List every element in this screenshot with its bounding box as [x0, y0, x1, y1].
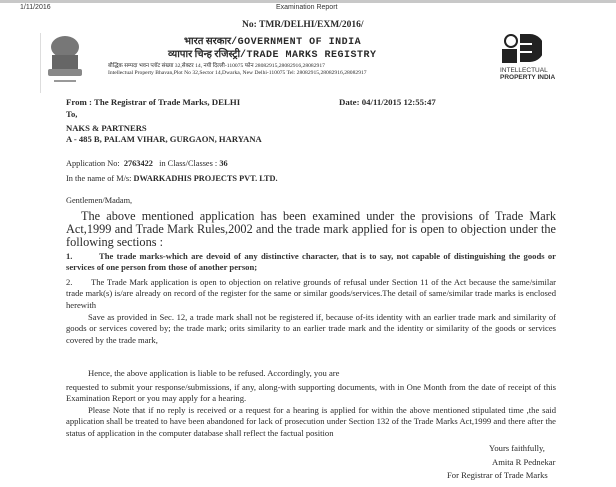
application-line: Application No: 2763422 in Class/Classes : 36 [66, 159, 228, 168]
objection-1: 1. The trade marks-which are devoid of any distinctive character, that is to say, not capable of distinguishing the goods or services of one person from those of another person; [66, 251, 556, 273]
from-line: From : The Registrar of Trade Marks, DELHI [66, 97, 241, 107]
reference-number: No: TMR/DELHI/EXM/2016/ [242, 20, 364, 30]
date-line: Date: 04/11/2015 12:55:47 [339, 97, 436, 107]
addressee-name: NAKS & PARTNERS [66, 123, 147, 133]
national-emblem-icon [44, 33, 86, 88]
signatory-title: For Registrar of Trade Marks [447, 470, 548, 480]
ip-india-logo-text: INTELLECTUAL PROPERTY INDIA [500, 67, 556, 81]
closing-yours: Yours faithfully, [489, 443, 545, 453]
print-date: 1/11/2016 [20, 4, 51, 11]
divider [40, 33, 41, 93]
note-paragraph: Please Note that if no reply is received or a request for a hearing is applied for within the above mentioned stipulated time ,the said application shall be treated to have been abandoned for lack of prosecution under Section 132 of the Trade Marks Act,1999 and there after the status of application in the computer database shall reflect the factual position [66, 405, 556, 438]
request-paragraph: requested to submit your response/submissions, if any, along-with supporting documents, with in One Month from the date of receipt of this Examination Report or you may apply for a hearing. [66, 382, 556, 404]
registry-line: व्यापार चिन्ह रजिस्ट्री/TRADE MARKS REGISTRY [168, 49, 377, 61]
salutation: Gentlemen/Madam, [66, 196, 133, 205]
address-english: Intellectual Property Bhavan,Plot No 32,Sector 14,Dwarka, New Delhi-110075 Tel: 28082915,28082916,28082917 [108, 70, 367, 76]
signatory-name: Amita R Pednekar [492, 457, 556, 467]
ip-india-logo-icon [502, 34, 542, 64]
hence-line: Hence, the above application is liable to be refused. Accordingly, you are [88, 368, 340, 378]
print-title: Examination Report [276, 4, 338, 11]
govt-line: भारत सरकार/GOVERNMENT OF INDIA [184, 36, 362, 48]
applicant-line: In the name of M/s: DWARKADHIS PROJECTS PVT. LTD. [66, 174, 278, 183]
page-top-border [0, 0, 616, 3]
addressee-address: A - 485 B, PALAM VIHAR, GURGAON, HARYANA [66, 134, 262, 144]
objection-2: 2. The Trade Mark application is open to objection on relative grounds of refusal under Section 11 of the Act because the same/similar trade mark(s) is/are already on record of the register for the same or similar goods/services.The detail of same/similar trade marks is enclosed herewith [66, 277, 556, 310]
intro-paragraph: The above mentioned application has been examined under the provisions of Trade Mark Act,1999 and Trade Mark Rules,2002 and the trade mark applied for is open to objection under the following sections : [66, 209, 556, 249]
address-hindi: बौद्धिक सम्पदा भवन प्लॉट संख्या 32,सेक्टर 14, नयी दिल्ली-110075 फोन 28082915,28082916,28082917 [108, 63, 325, 69]
to-label: To, [66, 109, 78, 119]
save-paragraph: Save as provided in Sec. 12, a trade mark shall not be registered if, because of-its identity with an earlier trade mark and similarity of goods or services covered by; the trade mark; orits similarity to an earlier trade mark and the identity or similarity of the goods or services covered by the trade mark, [66, 312, 556, 345]
